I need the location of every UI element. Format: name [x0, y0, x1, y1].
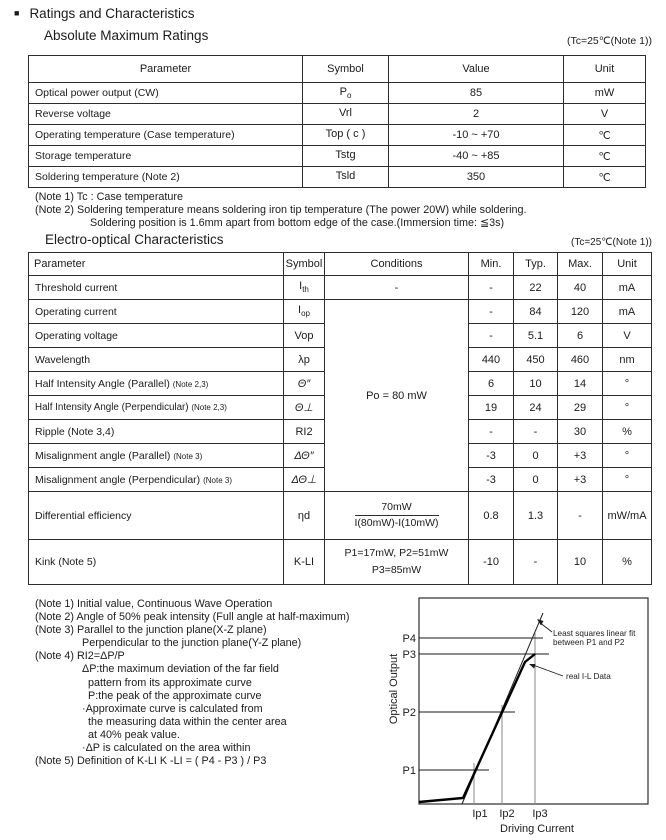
- col-header-typ: Typ.: [514, 253, 558, 276]
- col-header-unit: Unit: [603, 253, 652, 276]
- symbol-cell: $I_{op}$: [284, 300, 325, 324]
- parameter-cell: Kink (Note 5): [29, 540, 284, 585]
- real-annotation-arrow: [533, 665, 563, 676]
- symbol-cell: Θ″: [284, 372, 325, 396]
- unit-cell: V: [564, 104, 646, 125]
- parameter-cell: Soldering temperature (Note 2): [29, 167, 303, 188]
- min-cell: 6: [469, 372, 514, 396]
- table-row: [29, 146, 646, 167]
- parameter-cell: Ripple (Note 3,4): [29, 420, 284, 444]
- max-cell: 460: [558, 348, 603, 372]
- abs-max-title: Absolute Maximum Ratings: [44, 28, 209, 43]
- max-cell: 29: [558, 396, 603, 420]
- unit-cell: °: [603, 396, 652, 420]
- min-cell: -: [469, 420, 514, 444]
- col-header-min: Min.: [469, 253, 514, 276]
- abs-max-condition: (Tc=25℃(Note 1)): [566, 35, 652, 47]
- note-line: (Note 2) Angle of 50% peak intensity (Full angle at half-maximum): [35, 611, 350, 624]
- unit-cell: ℃: [564, 146, 646, 167]
- min-cell: -: [469, 300, 514, 324]
- unit-cell: °: [603, 372, 652, 396]
- note-line: ·ΔP is calculated on the area within: [82, 742, 251, 755]
- table-row: [29, 104, 646, 125]
- unit-cell: mA: [603, 276, 652, 300]
- typ-cell: -: [514, 420, 558, 444]
- typ-cell: 10: [514, 372, 558, 396]
- note-line: Soldering position is 1.6mm apart from bottom edge of the case.(Immersion time: ≦3s): [90, 217, 505, 229]
- max-cell: 120: [558, 300, 603, 324]
- symbol-cell: ΔΘ⊥: [284, 468, 325, 492]
- symbol-cell: Tsld: [303, 167, 389, 188]
- abs-max-notes: [35, 191, 660, 230]
- typ-cell: 0: [514, 468, 558, 492]
- parameter-note: (Note 2,3): [191, 403, 227, 412]
- unit-cell: ℃: [564, 125, 646, 146]
- table-header-row: [29, 253, 652, 276]
- kink-figure: [385, 595, 666, 840]
- parameter-note: (Note 3): [173, 451, 203, 461]
- table-row: [29, 167, 646, 188]
- max-cell: 40: [558, 276, 603, 300]
- unit-cell: V: [603, 324, 652, 348]
- max-cell: +3: [558, 444, 603, 468]
- typ-cell: 22: [514, 276, 558, 300]
- col-header-symbol: Symbol: [303, 56, 389, 83]
- symbol-cell: Tstg: [303, 146, 389, 167]
- fit-annotation-line2: between P1 and P2: [553, 638, 625, 647]
- unit-cell: %: [603, 420, 652, 444]
- note-line: ΔP:the maximum deviation of the far field: [82, 663, 279, 676]
- y-tick-p4: P4: [402, 633, 416, 645]
- x-tick-ip2: Ip2: [499, 808, 515, 820]
- parameter-cell: Operating temperature (Case temperature): [29, 125, 303, 146]
- value-cell: -40 ~ +85: [389, 146, 564, 167]
- conditions-merged-cell: Po = 80 mW: [325, 300, 469, 492]
- symbol-cell: $P_o$: [303, 83, 389, 104]
- eo-title: Electro-optical Characteristics: [45, 232, 224, 247]
- conditions-cell: -: [325, 276, 469, 300]
- symbol-cell: λp: [284, 348, 325, 372]
- table-row: [29, 540, 652, 585]
- symbol-cell: RI2: [284, 420, 325, 444]
- parameter-note: (Note 2,3): [172, 379, 209, 389]
- col-header-conditions: Conditions: [325, 253, 469, 276]
- unit-cell: °: [603, 444, 652, 468]
- eo-condition: (Tc=25℃(Note 1)): [571, 237, 652, 248]
- symbol-cell: ΔΘ″: [284, 444, 325, 468]
- min-cell: -3: [469, 444, 514, 468]
- y-tick-p1: P1: [402, 765, 416, 777]
- table-row: [29, 83, 646, 104]
- min-cell: 19: [469, 396, 514, 420]
- value-cell: 85: [389, 83, 564, 104]
- symbol-cell: Vrl: [303, 104, 389, 125]
- symbol-cell: Vop: [284, 324, 325, 348]
- parameter-cell: Misalignment angle (Parallel) (Note 3): [29, 444, 284, 468]
- eo-notes: [35, 598, 413, 768]
- col-header-max: Max.: [558, 253, 603, 276]
- note-line: the measuring data within the center area: [88, 715, 287, 728]
- parameter-cell: Wavelength: [29, 348, 284, 372]
- value-cell: 350: [389, 167, 564, 188]
- table-row: [29, 125, 646, 146]
- x-axis-label: Driving Current: [500, 823, 574, 835]
- max-cell: 14: [558, 372, 603, 396]
- symbol-cell: K-LI: [284, 540, 325, 585]
- table-row: [29, 300, 652, 324]
- symbol-cell: $I_{th}$: [284, 276, 325, 300]
- table-row: [29, 276, 652, 300]
- min-cell: -: [469, 276, 514, 300]
- max-cell: 30: [558, 420, 603, 444]
- parameter-cell: Half Intensity Angle (Parallel) (Note 2,3): [29, 372, 284, 396]
- parameter-cell: Optical power output (CW): [29, 83, 303, 104]
- y-tick-p2: P2: [402, 707, 416, 719]
- max-cell: 10: [558, 540, 603, 585]
- unit-cell: ℃: [564, 167, 646, 188]
- typ-cell: 84: [514, 300, 558, 324]
- conditions-cell: [325, 492, 469, 540]
- note-line: pattern from its approximate curve: [88, 676, 252, 689]
- value-cell: -10 ~ +70: [389, 125, 564, 146]
- x-tick-ip1: Ip1: [472, 808, 488, 820]
- parameter-cell: Operating current: [29, 300, 284, 324]
- x-tick-ip3: Ip3: [532, 808, 548, 820]
- unit-cell: °: [603, 468, 652, 492]
- min-cell: -: [469, 324, 514, 348]
- kink-figure-svg: [385, 595, 666, 840]
- parameter-cell: Half Intensity Angle (Perpendicular) (Note 2,3): [29, 396, 284, 420]
- eo-table: [28, 252, 652, 585]
- typ-cell: 450: [514, 348, 558, 372]
- note-line: (Note 1) Initial value, Continuous Wave Operation: [35, 598, 273, 610]
- real-il-curve: [419, 654, 535, 802]
- typ-cell: 1.3: [514, 492, 558, 540]
- abs-max-table: [28, 55, 646, 188]
- unit-cell: nm: [603, 348, 652, 372]
- note-line: ·Approximate curve is calculated from: [82, 702, 263, 715]
- typ-cell: -: [514, 540, 558, 585]
- min-cell: 440: [469, 348, 514, 372]
- section-title: Ratings and Characteristics: [29, 6, 195, 21]
- max-cell: +3: [558, 468, 603, 492]
- col-header-symbol: Symbol: [284, 253, 325, 276]
- note-line: at 40% peak value.: [88, 728, 180, 741]
- note-line: (Note 5) Definition of K-LI K -LI = ( P4 - P3 ) / P3: [35, 755, 267, 768]
- max-cell: -: [558, 492, 603, 540]
- parameter-cell: Threshold current: [29, 276, 284, 300]
- y-axis-label: Optical Output: [388, 653, 400, 725]
- unit-cell: %: [603, 540, 652, 585]
- parameter-cell: Reverse voltage: [29, 104, 303, 125]
- typ-cell: 5.1: [514, 324, 558, 348]
- col-header-value: Value: [389, 56, 564, 83]
- symbol-cell: Θ⊥: [284, 396, 325, 420]
- min-cell: 0.8: [469, 492, 514, 540]
- typ-cell: 24: [514, 396, 558, 420]
- min-cell: -10: [469, 540, 514, 585]
- parameter-cell: Operating voltage: [29, 324, 284, 348]
- col-header-parameter: Parameter: [29, 56, 303, 83]
- min-cell: -3: [469, 468, 514, 492]
- note-line: (Note 1) Tc : Case temperature: [35, 191, 184, 203]
- parameter-cell: Misalignment angle (Perpendicular) (Note 3): [29, 468, 284, 492]
- unit-cell: mW/mA: [603, 492, 652, 540]
- fit-annotation-line1: Least squares linear fit: [553, 629, 636, 638]
- parameter-cell: Differential efficiency: [29, 492, 284, 540]
- unit-cell: mA: [603, 300, 652, 324]
- note-line: (Note 3) Parallel to the junction plane(X-Z plane): [35, 624, 267, 637]
- table-header-row: [29, 56, 646, 83]
- efficiency-fraction: $\frac{70mW}{I(80mW)-I(10mW)}$: [354, 500, 439, 529]
- max-cell: 6: [558, 324, 603, 348]
- real-annotation: real I-L Data: [566, 672, 611, 681]
- value-cell: 2: [389, 104, 564, 125]
- note-line: Perpendicular to the junction plane(Y-Z plane): [82, 637, 302, 650]
- y-tick-p3: P3: [402, 649, 416, 661]
- conditions-cell: P1=17mW, P2=51mW P3=85mW: [325, 540, 469, 585]
- note-line: (Note 4) RI2=ΔP/P: [35, 650, 125, 663]
- col-header-parameter: Parameter: [29, 253, 284, 276]
- col-header-unit: Unit: [564, 56, 646, 83]
- parameter-note: (Note 3): [203, 475, 232, 485]
- typ-cell: 0: [514, 444, 558, 468]
- note-line: P:the peak of the approximate curve: [88, 689, 262, 702]
- table-row: [29, 492, 652, 540]
- symbol-cell: Top ( c ): [303, 125, 389, 146]
- note-line: (Note 2) Soldering temperature means soldering iron tip temperature (The power 20W) while soldering.: [35, 204, 527, 216]
- section-heading: [14, 6, 195, 21]
- symbol-cell: ηd: [284, 492, 325, 540]
- section-bullet-icon: ■: [14, 8, 20, 18]
- parameter-cell: Storage temperature: [29, 146, 303, 167]
- unit-cell: mW: [564, 83, 646, 104]
